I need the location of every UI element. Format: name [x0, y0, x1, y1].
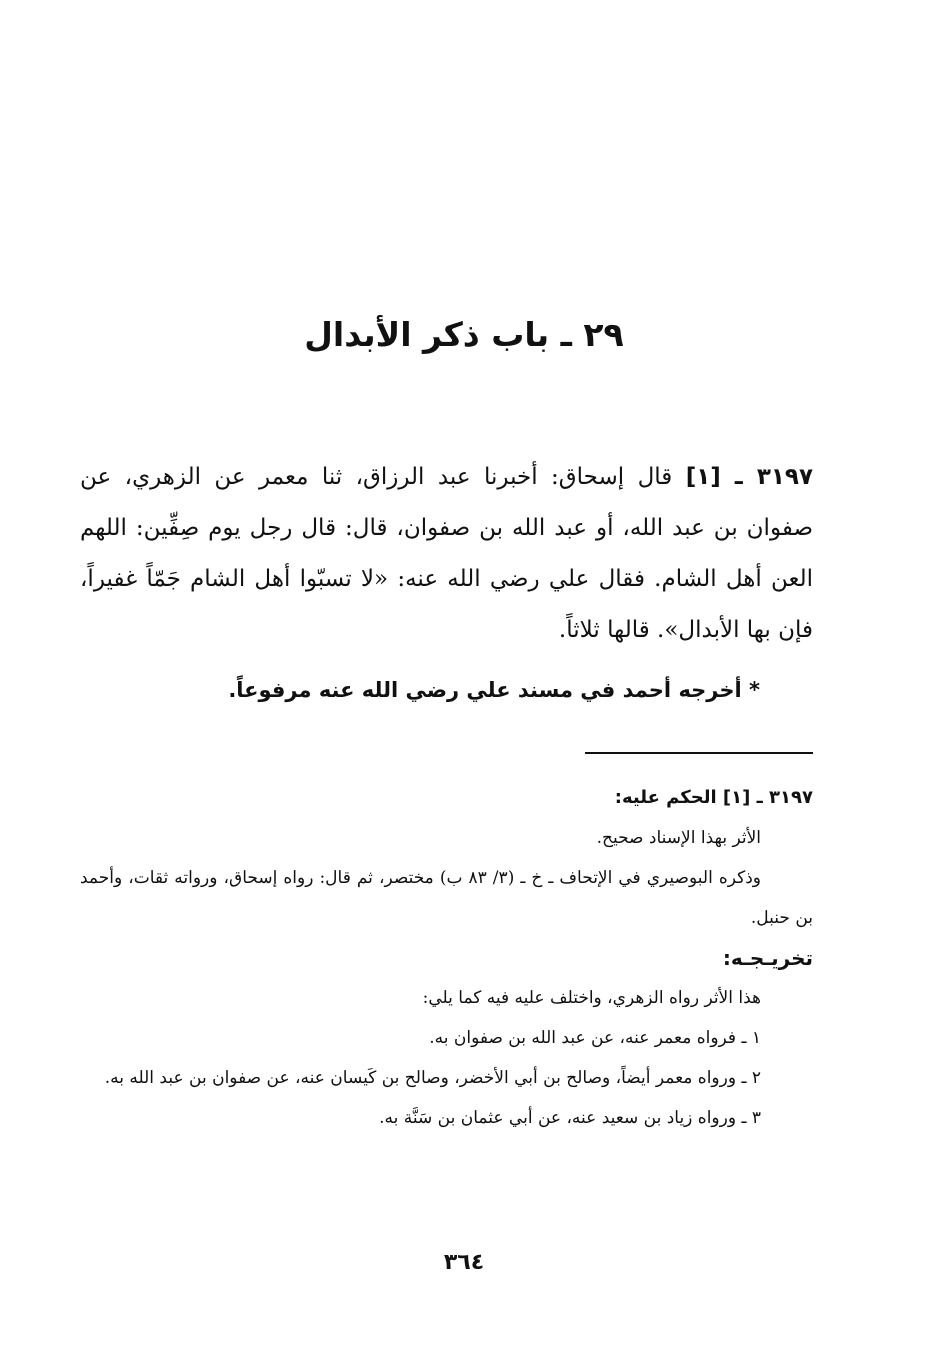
- footnotes-section: [80, 778, 813, 1138]
- takhrij-item-2: ٢ ـ ورواه معمر أيضاً، وصالح بن أبي الأخضر، وصالح بن كَيسان عنه، عن صفوان بن عبد الله به.: [104, 1068, 761, 1088]
- takhrij-item-1: ١ ـ فرواه معمر عنه، عن عبد الله بن صفوان به.: [429, 1028, 761, 1048]
- hadith-body: قال إسحاق: أخبرنا عبد الرزاق، ثنا معمر عن الزهري، عن صفوان بن عبد الله، أو عبد الله بن صفوان، قال: قال رجل يوم صِفِّين: اللهم العن أهل الشام. فقال علي رضي الله عنه: «لا تسبّوا أهل الشام جَمّاً غفيراً، فإن بها الأبدال». قالها ثلاثاً.: [80, 464, 813, 643]
- takhrij-summary: * أخرجه أحمد في مسند علي رضي الله عنه مرفوعاً.: [228, 678, 760, 702]
- page-number: ٣٦٤: [443, 1250, 485, 1275]
- chapter-title: ٢٩ ـ باب ذكر الأبدال: [304, 315, 624, 354]
- footnote-separator: [585, 752, 813, 754]
- hadith-text-block: [80, 452, 813, 656]
- takhrij-item-3: ٣ ـ ورواه زياد بن سعيد عنه، عن أبي عثمان بن سَنَّة به.: [379, 1108, 761, 1128]
- hadith-number: ٣١٩٧ ـ [١]: [685, 464, 814, 490]
- takhrij-heading: تخريـجـه:: [722, 946, 813, 970]
- footnote-heading: ٣١٩٧ ـ [١] الحكم عليه:: [614, 787, 813, 808]
- takhrij-intro: هذا الأثر رواه الزهري، واختلف عليه فيه كما يلي:: [422, 988, 761, 1008]
- busiri-text: وذكره البوصيري في الإتحاف ـ خ ـ (٣/ ٨٣ ب) مختصر، ثم قال: رواه إسحاق، ورواته ثقات، وأحمد بن حنبل.: [80, 868, 813, 928]
- ruling-text: الأثر بهذا الإسناد صحيح.: [596, 828, 761, 848]
